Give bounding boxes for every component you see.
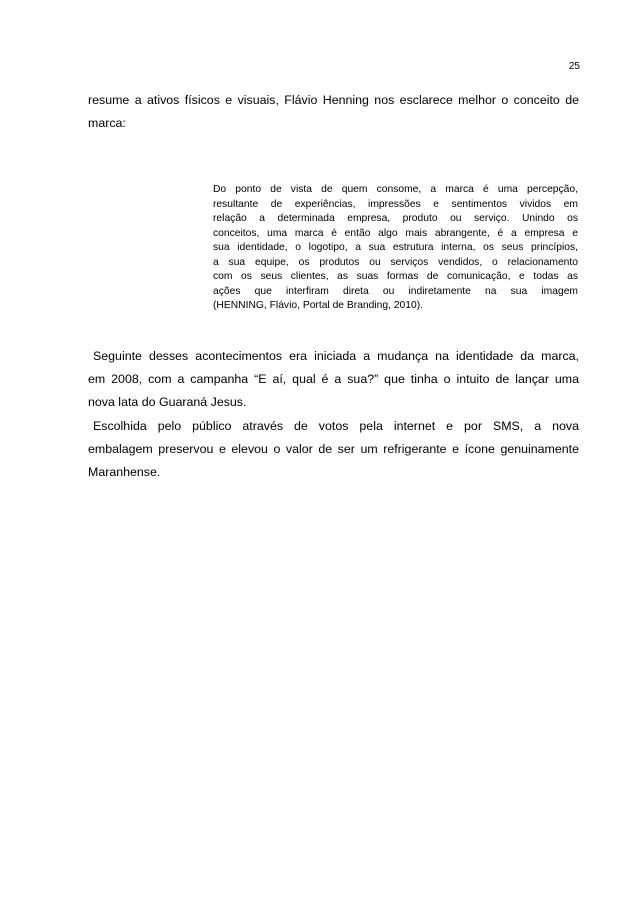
quote-line: conceitos, uma marca é então algo mais abrangente, é a empresa e (213, 227, 578, 239)
text-line: em 2008, com a campanha “E aí, qual é a sua?” que tinha o intuito de lançar uma (88, 372, 579, 386)
text-line: Escolhida pelo público através de votos pela internet e por SMS, a nova (93, 419, 579, 433)
paragraph-campaign (88, 345, 579, 414)
paragraph-packaging (88, 415, 579, 484)
quote-line: sua identidade, o logotipo, a sua estrutura interna, os seus princípios, (213, 242, 578, 254)
text-line: nova lata do Guaraná Jesus. (88, 395, 247, 409)
quote-line: Do ponto de vista de quem consome, a marca é uma percepção, (213, 184, 578, 195)
text-line: resume a ativos físicos e visuais, Flávio Henning nos esclarece melhor o conceito de (88, 93, 579, 107)
quote-line: a sua equipe, os produtos ou serviços vendidos, o relacionamento (213, 256, 578, 268)
quote-line: ações que interfiram direta ou indiretamente na sua imagem (213, 285, 578, 297)
quote-line: com os seus clientes, as suas formas de comunicação, e todas as (213, 271, 578, 283)
page-number: 25 (568, 61, 580, 72)
quote-line: resultante de experiências, impressões e sentimentos vividos em (213, 198, 578, 210)
quote-line: relação a determinada empresa, produto ou serviço. Unindo os (213, 213, 578, 225)
text-line: marca: (88, 116, 126, 130)
text-line: embalagem preservou e elevou o valor de ser um refrigerante e ícone genuinamente (88, 442, 579, 456)
paragraph-intro (88, 89, 579, 135)
text-line: Maranhense. (88, 465, 161, 479)
text-line: Seguinte desses acontecimentos era iniciada a mudança na identidade da marca, (93, 349, 579, 363)
block-quote (213, 183, 578, 314)
quote-citation: (HENNING, Flávio, Portal de Branding, 2010). (213, 300, 424, 312)
